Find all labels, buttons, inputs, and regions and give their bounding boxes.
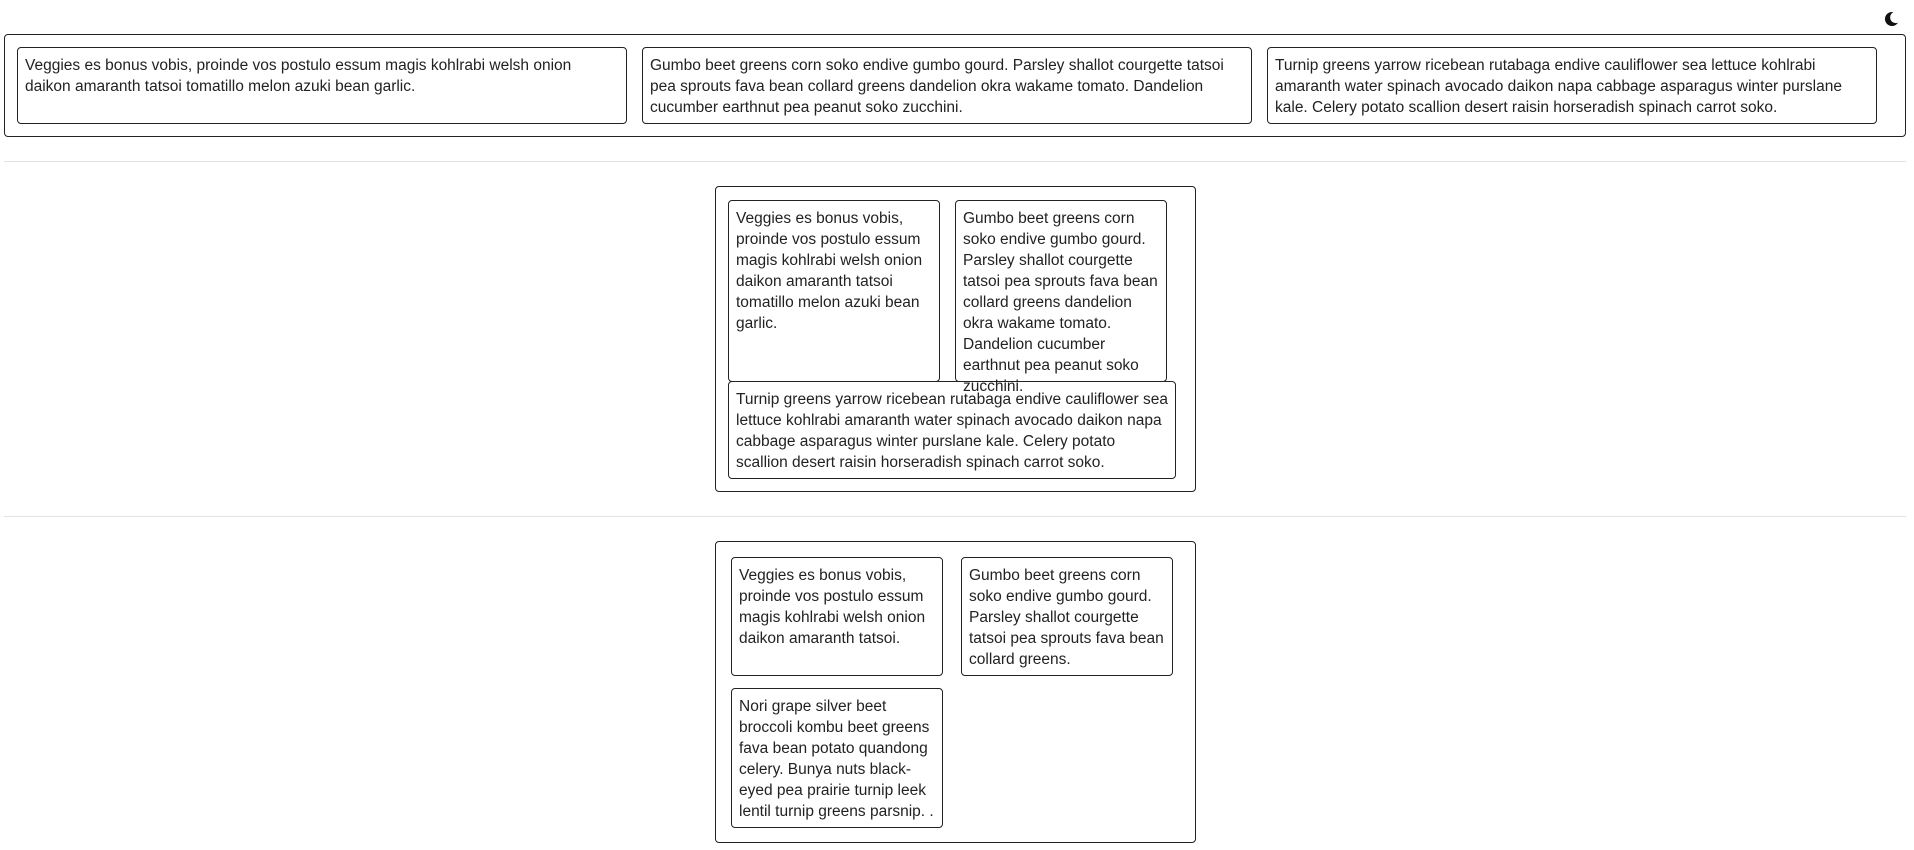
moon-icon <box>1882 10 1900 28</box>
card-text: Gumbo beet greens corn soko endive gumbo gourd. Parsley shallot courgette tatsoi pea sprouts fava bean collard greens dandelion okra wakame tomato. Dandelion cucumber earthnut pea peanut soko zucchini. <box>650 57 1224 116</box>
row-layout-container <box>4 34 1906 137</box>
grid-layout-container <box>715 541 1196 843</box>
section-divider <box>4 161 1906 162</box>
wrap-layout-container <box>715 186 1196 492</box>
card-text: Gumbo beet greens corn soko endive gumbo gourd. Parsley shallot courgette tatsoi pea sprouts fava bean collard greens dandelion okra wakame tomato. Dandelion cucumber earthnut pea peanut soko zucchini. <box>963 210 1158 395</box>
dark-mode-toggle[interactable] <box>1882 10 1900 28</box>
card-text: Veggies es bonus vobis, proinde vos postulo essum magis kohlrabi welsh onion daikon amaranth tatsoi. <box>739 567 926 647</box>
row-card-2 <box>642 47 1252 124</box>
wrap-card-3 <box>728 381 1176 479</box>
row-card-3 <box>1267 47 1877 124</box>
card-text: Gumbo beet greens corn soko endive gumbo gourd. Parsley shallot courgette tatsoi pea sprouts fava bean collard greens. <box>969 567 1164 668</box>
wrap-card-2 <box>955 200 1167 395</box>
card-text: Nori grape silver beet broccoli kombu beet greens fava bean potato quandong celery. Bunya nuts black-eyed pea prairie turnip leek lentil turnip greens parsnip. . <box>739 698 934 820</box>
card-text: Turnip greens yarrow ricebean rutabaga endive cauliflower sea lettuce kohlrabi amaranth water spinach avocado daikon napa cabbage asparagus winter purslane kale. Celery potato scallion desert raisin horseradish spinach carrot soko. <box>736 391 1168 471</box>
card-text: Veggies es bonus vobis, proinde vos postulo essum magis kohlrabi welsh onion daikon amaranth tatsoi tomatillo melon azuki bean garlic. <box>736 210 923 332</box>
grid-card-2 <box>961 557 1173 676</box>
grid-card-3 <box>731 688 943 828</box>
row-card-1 <box>17 47 627 124</box>
wrap-card-1 <box>728 200 940 382</box>
card-text: Turnip greens yarrow ricebean rutabaga endive cauliflower sea lettuce kohlrabi amaranth water spinach avocado daikon napa cabbage asparagus winter purslane kale. Celery potato scallion desert raisin horseradish spinach carrot soko. <box>1275 57 1842 116</box>
card-text: Veggies es bonus vobis, proinde vos postulo essum magis kohlrabi welsh onion daikon amaranth tatsoi tomatillo melon azuki bean garlic. <box>25 57 572 95</box>
section-divider <box>4 516 1906 517</box>
grid-card-1 <box>731 557 943 676</box>
